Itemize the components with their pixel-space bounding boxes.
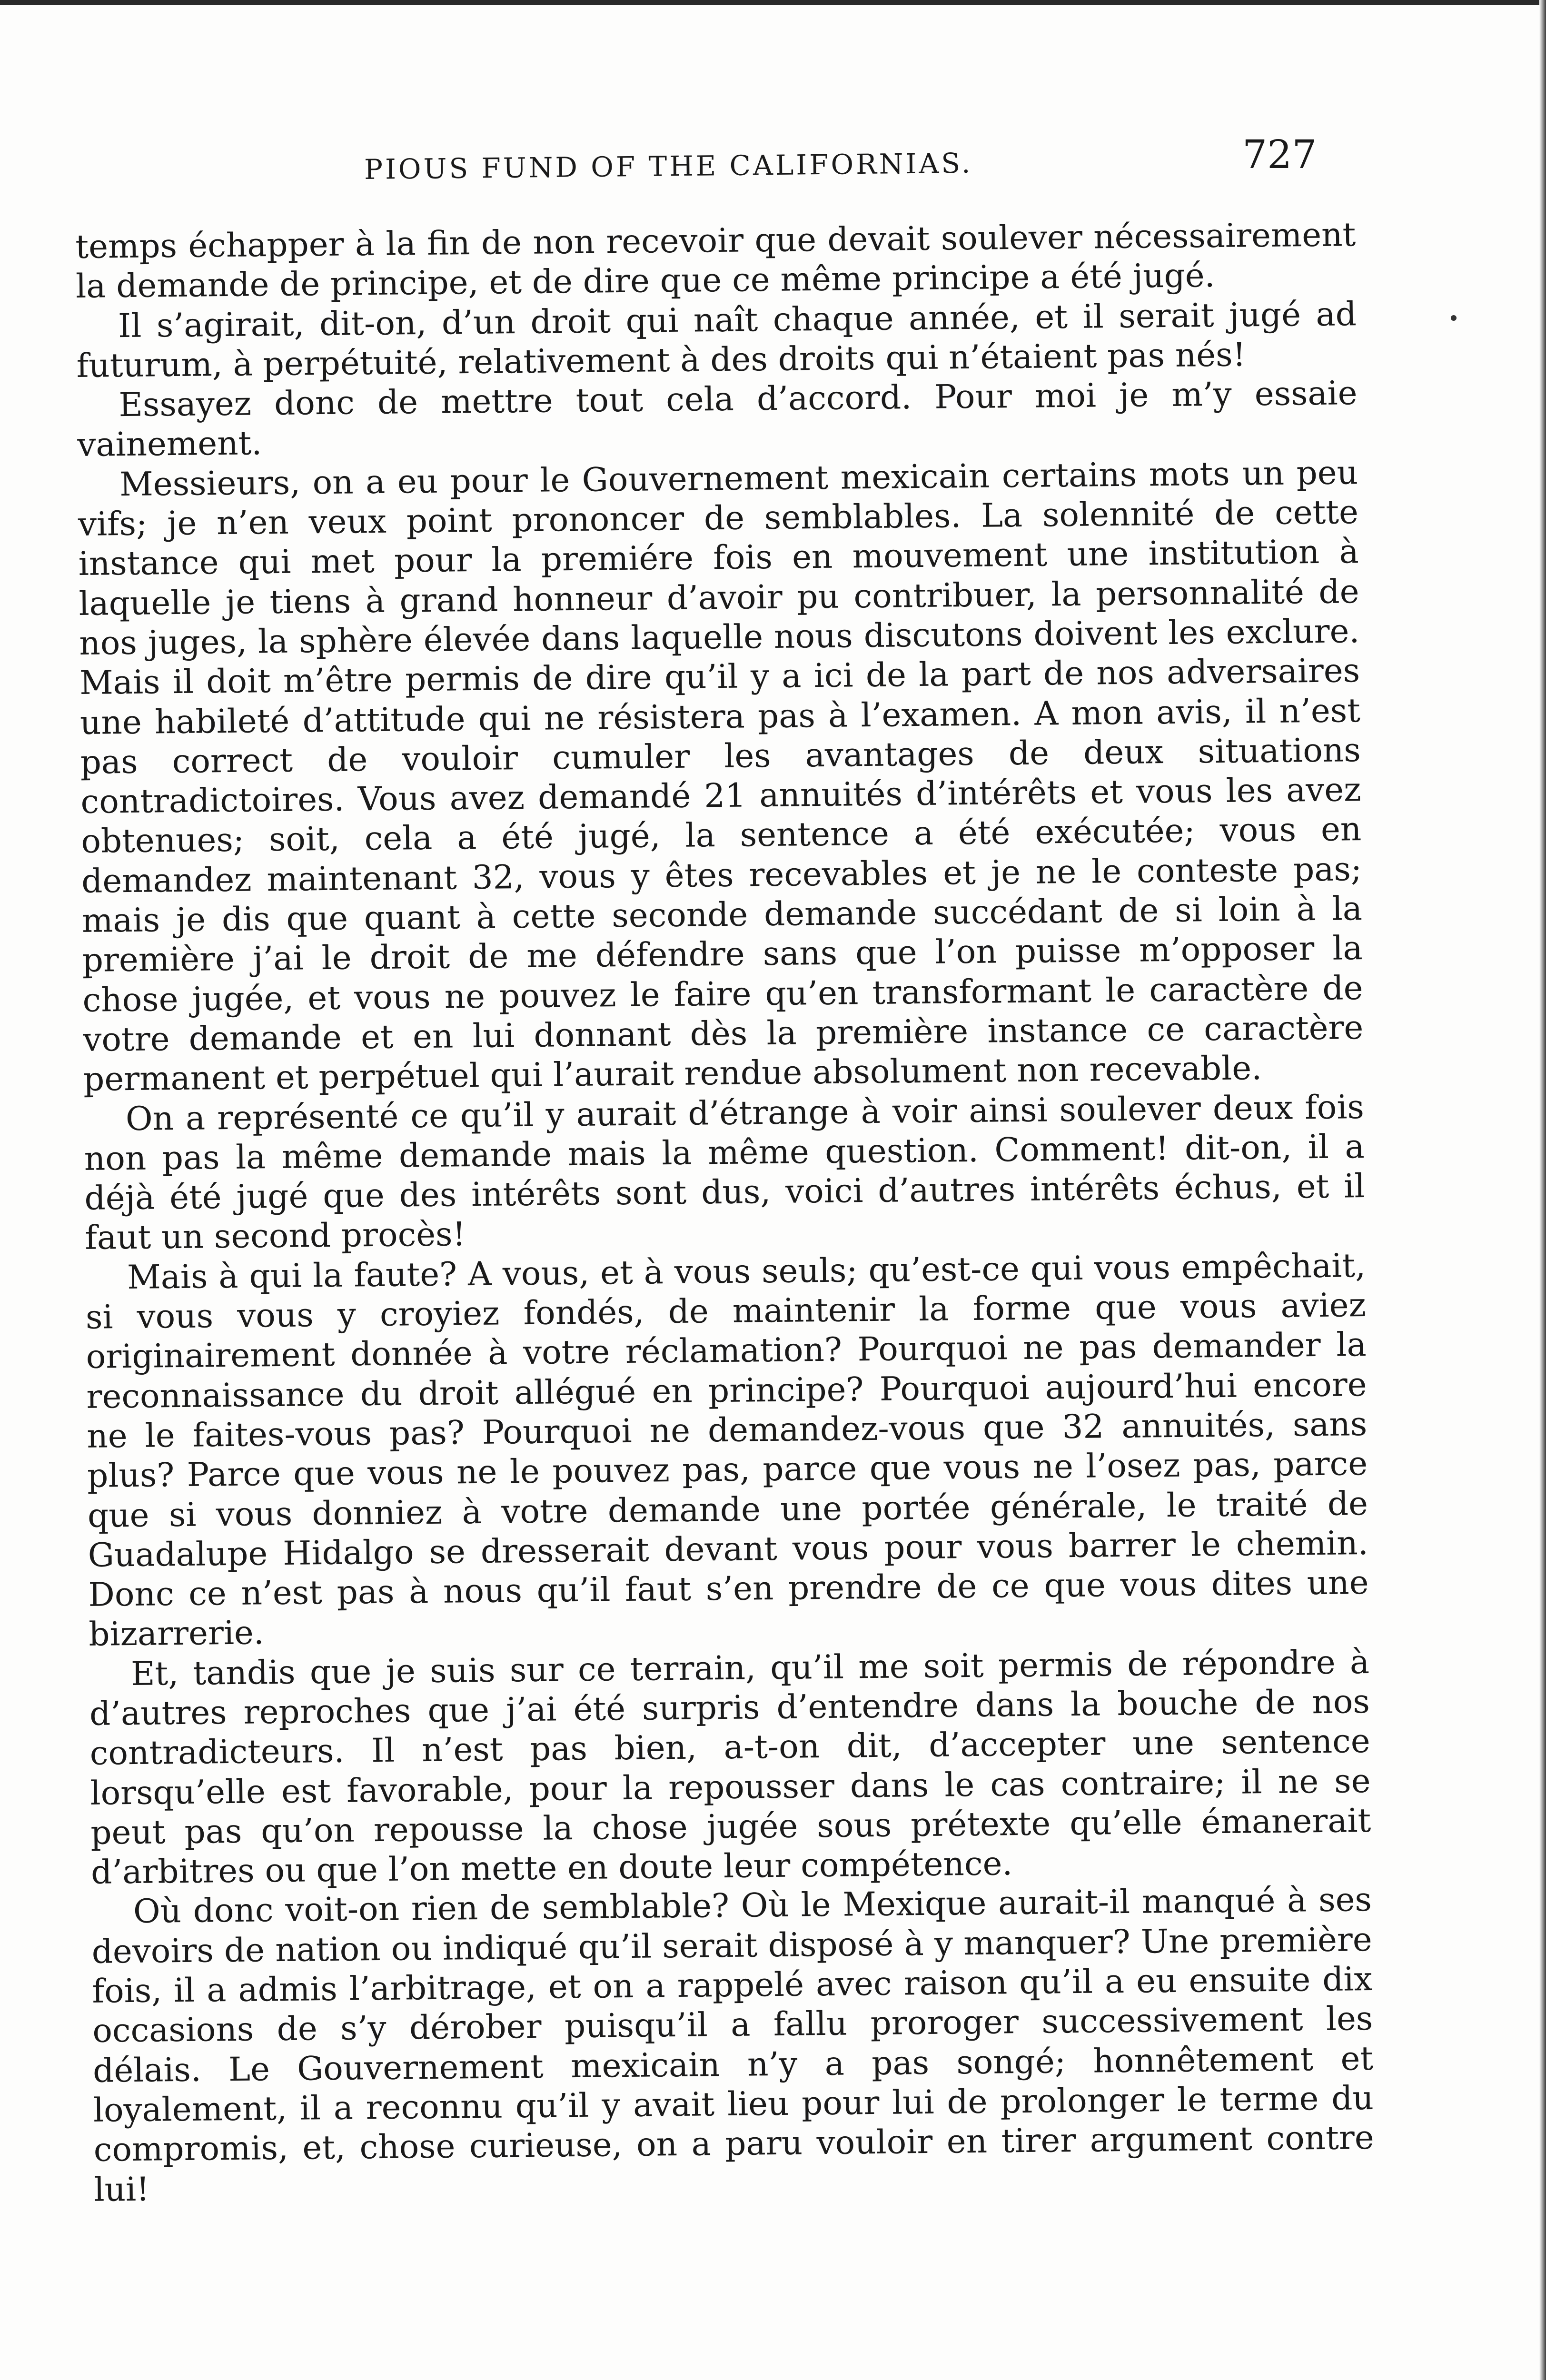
paragraph: Essayez donc de mettre tout cela d’accord. Pour moi je m’y essaie vainement. xyxy=(77,374,1358,465)
paragraph: On a représenté ce qu’il y aurait d’étrange à voir ainsi soulever deux fois non pas la même demande mais la même question. Comment! dit-on, il a déjà été jugé que des intérêts sont dus, voici d’autres intérêts échus, et il faut un second procès! xyxy=(84,1088,1365,1258)
paragraph: Il s’agirait, dit-on, d’un droit qui naît chaque année, et il serait jugé ad futurum, à perpétuité, relativement à des droits qui n’étaient pas nés! xyxy=(76,295,1357,385)
print-speck xyxy=(1451,315,1457,321)
paragraph: Mais à qui la faute? A vous, et à vous seuls; qu’est-ce qui vous empêchait, si vous vous y croyiez fondés, de maintenir la forme que vous aviez originairement donnée à votre réclamation? Pourquoi ne pas demander la reconnaissance du droit allégué en principe? Pourquoi aujourd’hui encore ne le faites-vous pas? Pourquoi ne demandez-vous que 32 annuités, sans plus? Parce que vous ne le pouvez pas, parce que vous ne l’osez pas, parce que si vous donniez à votre demande une portée générale, le traité de Guadalupe Hidalgo se dresserait devant vous pour vous barrer le chemin. Donc ce n’est pas à nous qu’il faut s’en prendre de ce que vous dites une bizarrerie. xyxy=(85,1246,1369,1654)
paragraph: Où donc voit-on rien de semblable? Où le Mexique aurait-il manqué à ses devoirs de nation ou indiqué qu’il serait disposé à y manquer? Une première fois, il a admis l’arbitrage, et on a rappelé avec raison qu’il a eu ensuite dix occasions de s’y dérober puisqu’il a fallu proroger successivement les délais. Le Gouvernement mexicain n’y a pas songé; honnêtement et loyalement, il a reconnu qu’il y avait lieu pour lui de prolonger le terme du compromis, et, chose curieuse, on a paru vouloir en tirer argument contre lui! xyxy=(91,1881,1375,2209)
top-border xyxy=(0,0,1546,5)
body-text xyxy=(75,215,1375,2210)
page-header xyxy=(0,129,1546,190)
paragraph-continued: temps échapper à la fin de non recevoir que devait soulever nécessairement la demande de principe, et de dire que ce même principe a été jugé. xyxy=(75,216,1356,306)
page-number: 727 xyxy=(1242,132,1317,178)
page-edge-shadow xyxy=(1539,0,1546,2380)
running-title: PIOUS FUND OF THE CALIFORNIAS. xyxy=(364,147,973,186)
paragraph: Messieurs, on a eu pour le Gouvernement mexicain certains mots un peu vifs; je n’en veux point prononcer de semblables. La solennité de cette instance qui met pour la premiére fois en mouvement une institution à laquelle je tiens à grand honneur d’avoir pu contribuer, la personnalité de nos juges, la sphère élevée dans laquelle nous discutons doivent les exclure. Mais il doit m’être permis de dire qu’il y a ici de la part de nos adversaires une habileté d’attitude qui ne résistera pas à l’examen. A mon avis, il n’est pas correct de vouloir cumuler les avantages de deux situations contradictoires. Vous avez demandé 21 annuités d’intérêts et vous les avez obtenues; soit, cela a été jugé, la sentence a été exécutée; vous en demandez maintenant 32, vous y êtes recevables et je ne le conteste pas; mais je dis que quant à cette seconde demande succédant de si loin à la première j’ai le droit de me défendre sans que l’on puisse m’opposer la chose jugée, et vous ne pouvez le faire qu’en transformant le caractère de votre demande et en lui donnant dès la première instance ce caractère permanent et perpétuel qui l’aurait rendue absolument non recevable. xyxy=(78,453,1364,1099)
paragraph: Et, tandis que je suis sur ce terrain, qu’il me soit permis de répondre à d’autres reproches que j’ai été surpris d’entendre dans la bouche de nos contradicteurs. Il n’est pas bien, a-t-on dit, d’accepter une sentence lorsqu’elle est favorable, pour la repousser dans le cas contraire; il ne se peut pas qu’on repousse la chose jugée sous prétexte qu’elle émanerait d’arbitres ou que l’on mette en doute leur compétence. xyxy=(89,1643,1371,1892)
